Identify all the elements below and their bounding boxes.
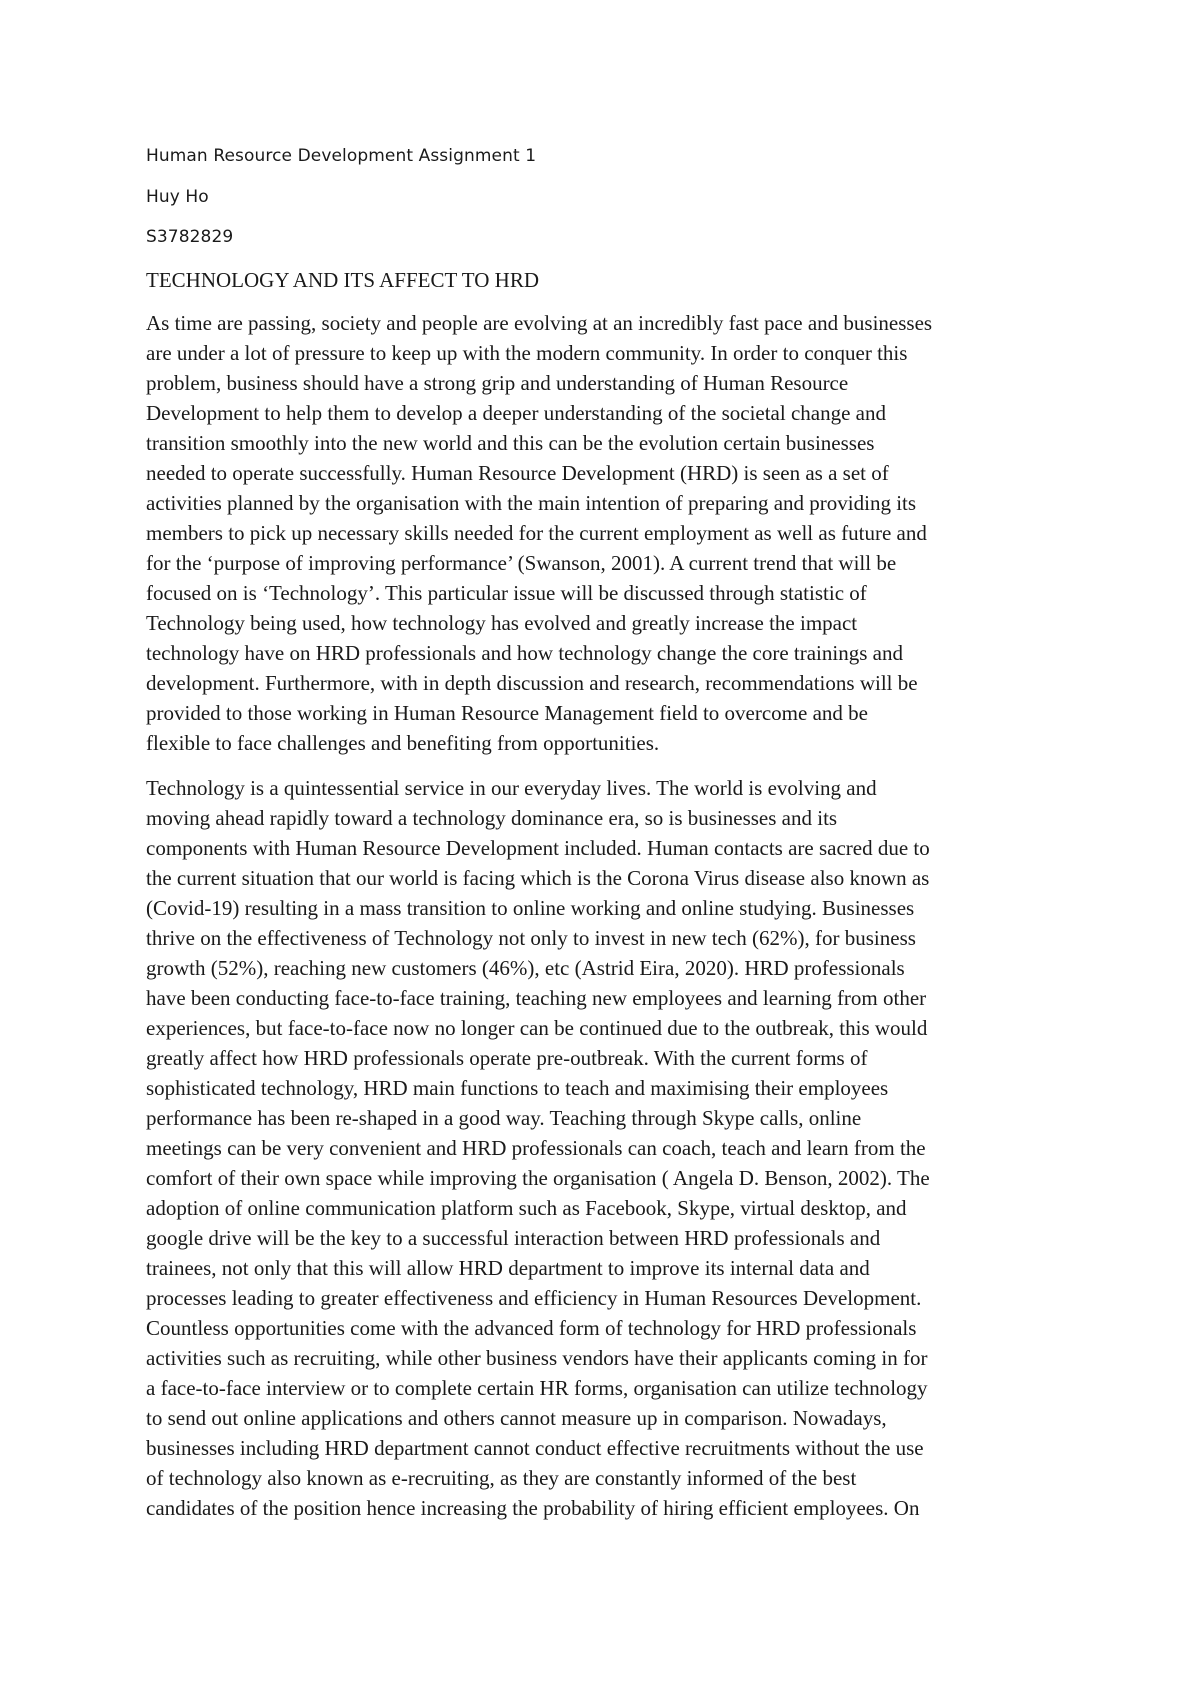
body-paragraph <box>146 308 1066 758</box>
course-title: Human Resource Development Assignment 1 <box>146 146 537 166</box>
student-id: S3782829 <box>146 227 234 247</box>
paragraph-line: of technology also known as e-recruiting, as they are constantly informed of the best <box>146 1466 857 1490</box>
paragraph-line: are under a lot of pressure to keep up with the modern community. In order to conquer this <box>146 341 908 365</box>
paragraph-line: adoption of online communication platform such as Facebook, Skype, virtual desktop, and <box>146 1196 907 1220</box>
paragraph-line: a face-to-face interview or to complete certain HR forms, organisation can utilize technology <box>146 1376 928 1400</box>
essay-heading: TECHNOLOGY AND ITS AFFECT TO HRD <box>146 268 540 292</box>
paragraph-line: As time are passing, society and people are evolving at an incredibly fast pace and businesses <box>146 311 933 335</box>
paragraph-line: have been conducting face-to-face training, teaching new employees and learning from other <box>146 986 927 1010</box>
paragraph-line: activities planned by the organisation with the main intention of preparing and providing its <box>146 491 917 515</box>
paragraph-line: trainees, not only that this will allow HRD department to improve its internal data and <box>146 1256 870 1280</box>
paragraph-line: Development to help them to develop a deeper understanding of the societal change and <box>146 401 886 425</box>
paragraph-line: for the ‘purpose of improving performance’ (Swanson, 2001). A current trend that will be <box>146 551 897 575</box>
paragraph-line: to send out online applications and others cannot measure up in comparison. Nowadays, <box>146 1406 887 1430</box>
paragraph-line: Countless opportunities come with the advanced form of technology for HRD professionals <box>146 1316 917 1340</box>
paragraph-line: needed to operate successfully. Human Resource Development (HRD) is seen as a set of <box>146 461 889 485</box>
paragraph-line: experiences, but face-to-face now no longer can be continued due to the outbreak, this would <box>146 1016 928 1040</box>
paragraph-line: candidates of the position hence increasing the probability of hiring efficient employees. On <box>146 1496 920 1520</box>
paragraph-line: comfort of their own space while improving the organisation ( Angela D. Benson, 2002). The <box>146 1166 930 1190</box>
paragraph-line: provided to those working in Human Resource Management field to overcome and be <box>146 701 868 725</box>
essay-paragraphs <box>146 308 1066 1523</box>
paragraph-line: moving ahead rapidly toward a technology dominance era, so is businesses and its <box>146 806 838 830</box>
body-paragraph <box>146 773 1066 1523</box>
paragraph-line: problem, business should have a strong grip and understanding of Human Resource <box>146 371 849 395</box>
paragraph-line: processes leading to greater effectiveness and efficiency in Human Resources Development. <box>146 1286 922 1310</box>
paragraph-line: the current situation that our world is facing which is the Corona Virus disease also known as <box>146 866 930 890</box>
paragraph-line: growth (52%), reaching new customers (46%), etc (Astrid Eira, 2020). HRD professionals <box>146 956 905 980</box>
paragraph-line: transition smoothly into the new world and this can be the evolution certain businesses <box>146 431 875 455</box>
paragraph-line: google drive will be the key to a successful interaction between HRD professionals and <box>146 1226 881 1250</box>
paragraph-line: greatly affect how HRD professionals operate pre-outbreak. With the current forms of <box>146 1046 868 1070</box>
paragraph-line: sophisticated technology, HRD main functions to teach and maximising their employees <box>146 1076 889 1100</box>
paragraph-line: (Covid-19) resulting in a mass transition to online working and online studying. Businesses <box>146 896 915 920</box>
paragraph-line: activities such as recruiting, while other business vendors have their applicants coming in for <box>146 1346 928 1370</box>
document-body <box>146 146 1066 1538</box>
paragraph-line: development. Furthermore, with in depth discussion and research, recommendations will be <box>146 671 918 695</box>
author-name: Huy Ho <box>146 187 209 207</box>
paragraph-line: meetings can be very convenient and HRD professionals can coach, teach and learn from the <box>146 1136 926 1160</box>
paragraph-line: thrive on the effectiveness of Technology not only to invest in new tech (62%), for business <box>146 926 916 950</box>
paragraph-line: businesses including HRD department cannot conduct effective recruitments without the use <box>146 1436 924 1460</box>
paragraph-line: members to pick up necessary skills needed for the current employment as well as future and <box>146 521 927 545</box>
paragraph-line: technology have on HRD professionals and how technology change the core trainings and <box>146 641 903 665</box>
paragraph-line: Technology being used, how technology has evolved and greatly increase the impact <box>146 611 858 635</box>
paragraph-line: flexible to face challenges and benefiting from opportunities. <box>146 731 660 755</box>
paragraph-line: focused on is ‘Technology’. This particular issue will be discussed through statistic of <box>146 581 867 605</box>
paragraph-line: components with Human Resource Development included. Human contacts are sacred due to <box>146 836 930 860</box>
paragraph-line: Technology is a quintessential service in our everyday lives. The world is evolving and <box>146 776 877 800</box>
paragraph-line: performance has been re-shaped in a good way. Teaching through Skype calls, online <box>146 1106 862 1130</box>
